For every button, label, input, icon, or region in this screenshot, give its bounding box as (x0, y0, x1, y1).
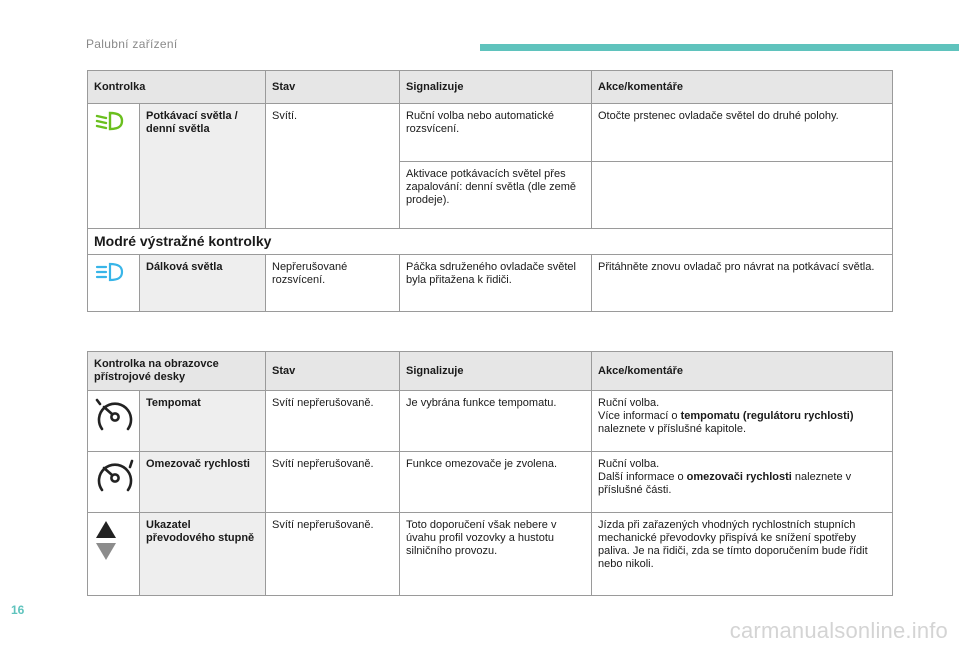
instrument-display-lamps-table (87, 351, 893, 596)
lamp-state: Svítí nepřerušovaně. (266, 391, 400, 452)
gear-shift-indicator-icon (94, 519, 118, 561)
column-header-action: Akce/komentáře (592, 352, 893, 391)
lamp-action (592, 162, 893, 229)
action-text: Více informací o (598, 410, 681, 422)
action-bold-term: omezovači rychlosti (686, 471, 792, 483)
lamp-name: Potkávací světla / denní světla (140, 104, 266, 229)
lamp-name: Omezovač rychlosti (140, 452, 266, 513)
lamp-action: Otočte prstenec ovladače světel do druhé polohy. (592, 104, 893, 162)
action-bold-term: tempomatu (regulátoru rychlosti) (680, 410, 854, 422)
table-header-row (88, 71, 893, 104)
lamp-signal: Ruční volba nebo automatické rozsvícení. (400, 104, 592, 162)
column-header-state: Stav (266, 352, 400, 391)
lamp-signal: Je vybrána funkce tempomatu. (400, 391, 592, 452)
action-line: Ruční volba. (598, 458, 660, 470)
column-header-signal: Signalizuje (400, 71, 592, 104)
section-row (88, 229, 893, 255)
column-header-action: Akce/komentáře (592, 71, 893, 104)
cruise-control-icon (94, 397, 136, 435)
lamp-action: Přitáhněte znovu ovladač pro návrat na potkávací světla. (592, 255, 893, 312)
page-number: 16 (11, 603, 25, 617)
lamp-signal: Funkce omezovače je zvolena. (400, 452, 592, 513)
lamp-name: Tempomat (140, 391, 266, 452)
watermark-text: carmanualsonline.info (729, 618, 948, 643)
dipped-beam-icon (94, 110, 124, 132)
action-text: naleznete v příslušné části. (598, 471, 852, 496)
lamp-action (592, 391, 893, 452)
table-row (88, 391, 893, 452)
table-row (88, 104, 893, 162)
table-row (88, 513, 893, 596)
icon-cell (88, 255, 140, 312)
main-beam-icon (94, 261, 124, 283)
table-header-row (88, 352, 893, 391)
action-line: Ruční volba. (598, 397, 660, 409)
column-header-state: Stav (266, 71, 400, 104)
action-text: Další informace o (598, 471, 687, 483)
action-text: naleznete v příslušné kapitole. (598, 423, 746, 435)
table-row (88, 452, 893, 513)
column-header-signal: Signalizuje (400, 352, 592, 391)
speed-limiter-icon (94, 458, 136, 496)
icon-cell (88, 104, 140, 229)
lamp-state: Svítí nepřerušovaně. (266, 452, 400, 513)
lamp-signal: Páčka sdruženého ovladače světel byla přitažena k řidiči. (400, 255, 592, 312)
lamp-signal: Aktivace potkávacích světel přes zapalování: denní světla (dle země prodeje). (400, 162, 592, 229)
lamp-action: Jízda při zařazených vhodných rychlostních stupních mechanické převodovky přispívá ke snížení spotřeby paliva. Je na řidiči, zda se tímto doporučením bude řídit nebo nikoli. (592, 513, 893, 596)
column-header-lamp: Kontrolka na obrazovce přístrojové desky (88, 352, 266, 391)
lamp-action (592, 452, 893, 513)
lamp-name: Dálková světla (140, 255, 266, 312)
icon-cell (88, 452, 140, 513)
section-heading: Modré výstražné kontrolky (88, 229, 893, 255)
header-accent-bar (480, 44, 959, 51)
lamp-name: Ukazatel převodového stupně (140, 513, 266, 596)
lamp-state: Nepřerušované rozsvícení. (266, 255, 400, 312)
lamp-state: Svítí. (266, 104, 400, 229)
icon-cell (88, 391, 140, 452)
column-header-lamp: Kontrolka (88, 71, 266, 104)
section-title: Palubní zařízení (86, 37, 178, 51)
warning-lamps-table (87, 70, 893, 312)
icon-cell (88, 513, 140, 596)
lamp-state: Svítí nepřerušovaně. (266, 513, 400, 596)
table-row (88, 255, 893, 312)
lamp-signal: Toto doporučení však nebere v úvahu profil vozovky a hustotu silničního provozu. (400, 513, 592, 596)
